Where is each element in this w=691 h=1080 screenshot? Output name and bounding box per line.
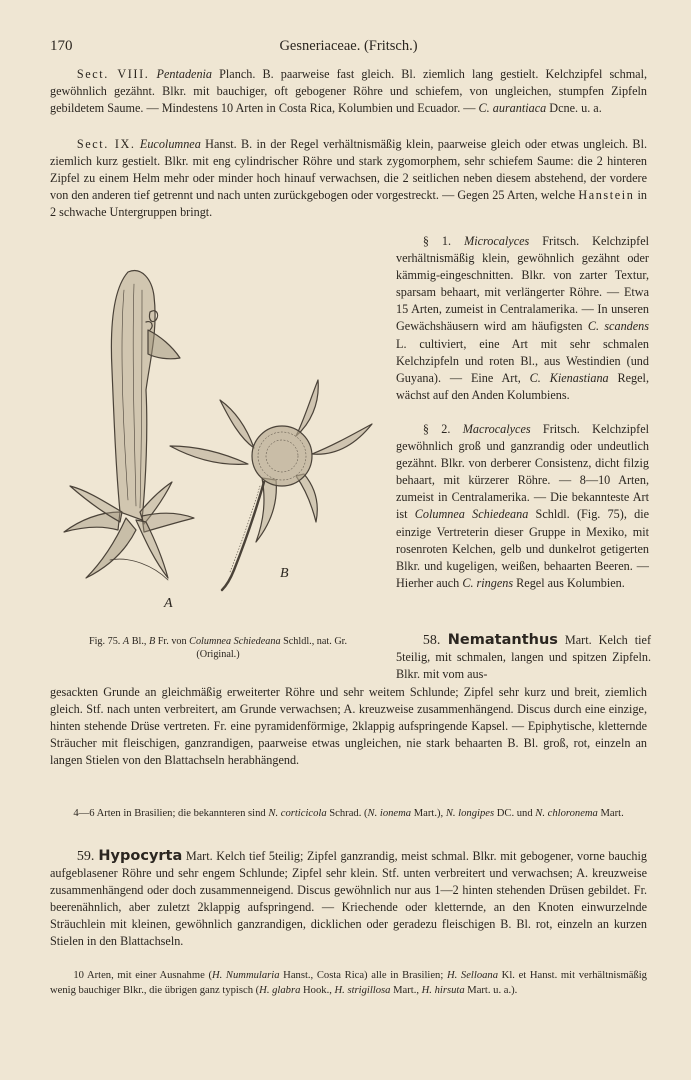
genus-58-intro: 58. Nematanthus Mart. Kelch tief 5teilig, mit schmalen, langen und spitzen Zipfeln. Blkr. mit vom aus- xyxy=(396,632,652,682)
figure-75-caption: Fig. 75. A Bl., B Fr. von Columnea Schiedeana Schldl., nat. Gr. (Original.) xyxy=(88,636,348,660)
figure-75-illustration xyxy=(50,250,390,630)
page-number: 170 xyxy=(50,38,73,54)
section-9-paragraph: Sect. IX. Eucolumnea Hanst. B. in der Regel verhältnismäßig klein, paarweise gleich oder etwas ungleich. Bl. ziemlich kurz gestielt. Blkr. mit eng cylindrischer Röhre und stark zygomorphem, sehr schiefem Saume: die 2 hinteren Zipfel zu einem Helm mehr oder minder hoch hinauf verwachsen, die 2 seitlichen neben diesem abstehend, der vordere von den anderen tief getrennt und nach unten zurückgebogen oder vorgestreckt. — Gegen 25 Arten, welche Hanstein in 2 schwache Untergruppen bringt. xyxy=(50,137,648,220)
figure-label-a: A xyxy=(164,596,173,611)
genus-59-description: 59. Hypocyrta Mart. Kelch tief 5teilig; Zipfel ganzrandig, meist schmal. Blkr. mit gebogener, vorne bauchig aufgeblasener Röhre und sehr engem Schlunde; Zipfel sehr klein. Stf. unten verbreitert und verwachsen; A. kreuzweise zusammenhängend oder doch zusammenneigend. Discus gewöhnlich nur aus 1—2 hinten stehenden Drüsen gebildet. Fr. beerenähnlich, aber zuletzt 2klappig aufspringend. — Kriechende oder kletternde, an den Knoten einwurzelnde Sträuchlein mit kleinen, gewöhnlich ganzrandigen, dicklichen oder geradezu fleischigen B. Bl. rot, einzeln an kurzen Stielen in den Blattachseln. xyxy=(50,848,648,949)
page-header xyxy=(50,38,647,58)
subsection-2-paragraph: § 2. Macrocalyces Fritsch. Kelchzipfel gewöhnlich groß und ganzrandig oder undeutlich gezähnt. Blkr. von derberer Consistenz, dicht filzig behaart, mit kürzerer Röhre. — 8—10 Arten, zumeist in Centralamerika. — Die bekannteste Art ist Columnea Schiedeana Schldl. (Fig. 75), die einzige Vertreterin dieser Gruppe in Mexiko, mit rosenroten Kelchen, gelb und dunkelrot getigerten Blkr. und kugeligen, weißen, behaarten Beeren. — Hierher auch C. ringens Regel aus Kolumbien. xyxy=(396,422,650,590)
genus-58-note: 4—6 Arten in Brasilien; die bekannteren sind N. corticicola Schrad. (N. ionema Mart.), N. longipes DC. und N. chloronema Mart. xyxy=(73,808,624,819)
genus-name-hypocyrta: Hypocyrta xyxy=(98,848,183,864)
genus-58-description: gesackten Grunde an gleichmäßig erweiterter Röhre und sehr weitem Schlunde; Zipfel sehr kurz und breit, ziemlich gleich. Stf. nach unten verbreitert, am Grunde verwachsen; A. kreuzweise zusammenhängend. Discus durch eine einzige, hinten stehende Drüse vertreten. Fr. eine pyramidenförmige, 2klappig aufspringende Kapsel. — Epiphytische, kletternde Sträucher mit fleischigen, ganzrandigen, paarweise etwas ungleichen, nie stark behaarten B. Bl. groß, rot, einzeln an langen Stielen von den Blattachseln herabhängend. xyxy=(50,685,647,768)
subsection-1-paragraph: § 1. Microcalyces Fritsch. Kelchzipfel verhältnismäßig klein, gewöhnlich gezähnt oder kämmig-eingeschnitten. Blkr. von zarter Textur, sparsam behaart, mit verlängerter Röhre. — Etwa 15 Arten, zumeist in Centralamerika. — In unseren Gewächshäusern wird am häufigsten C. scandens L. cultiviert, eine Art mit sehr schmalen Kelchzipfeln und roten Bl., aus Westindien (und Guyana). — Eine Art, C. Kienastiana Regel, wächst auf den Anden Kolumbiens. xyxy=(396,234,650,402)
running-title: Gesneriaceae. (Fritsch.) xyxy=(279,38,418,54)
botanical-drawing xyxy=(50,250,390,630)
genus-59-note: 10 Arten, mit einer Ausnahme (H. Nummularia Hanst., Costa Rica) alle in Brasilien; H. Selloana Kl. et Hanst. mit verhältnismäßig wenig bauchiger Blkr., die übrigen ganz typisch (H. glabra Hook., H. strigillosa Mart., H. hirsuta Mart. u. a.). xyxy=(50,970,647,997)
section-8-paragraph: Sect. VIII. Pentadenia Planch. B. paarweise fast gleich. Bl. ziemlich lang gestielt. Kelchzipfel schmal, gewöhnlich gezähnt. Blkr. mit bauchiger, oft gebogener Röhre und schiefem, von ungleichen, stumpfen Zipfeln gebildetem Saume. — Mindestens 10 Arten in Costa Rica, Kolumbien und Ecuador. — C. aurantiaca Dcne. u. a. xyxy=(50,67,648,116)
figure-label-b: B xyxy=(280,566,289,581)
genus-name-nematanthus: Nematanthus xyxy=(447,632,558,648)
